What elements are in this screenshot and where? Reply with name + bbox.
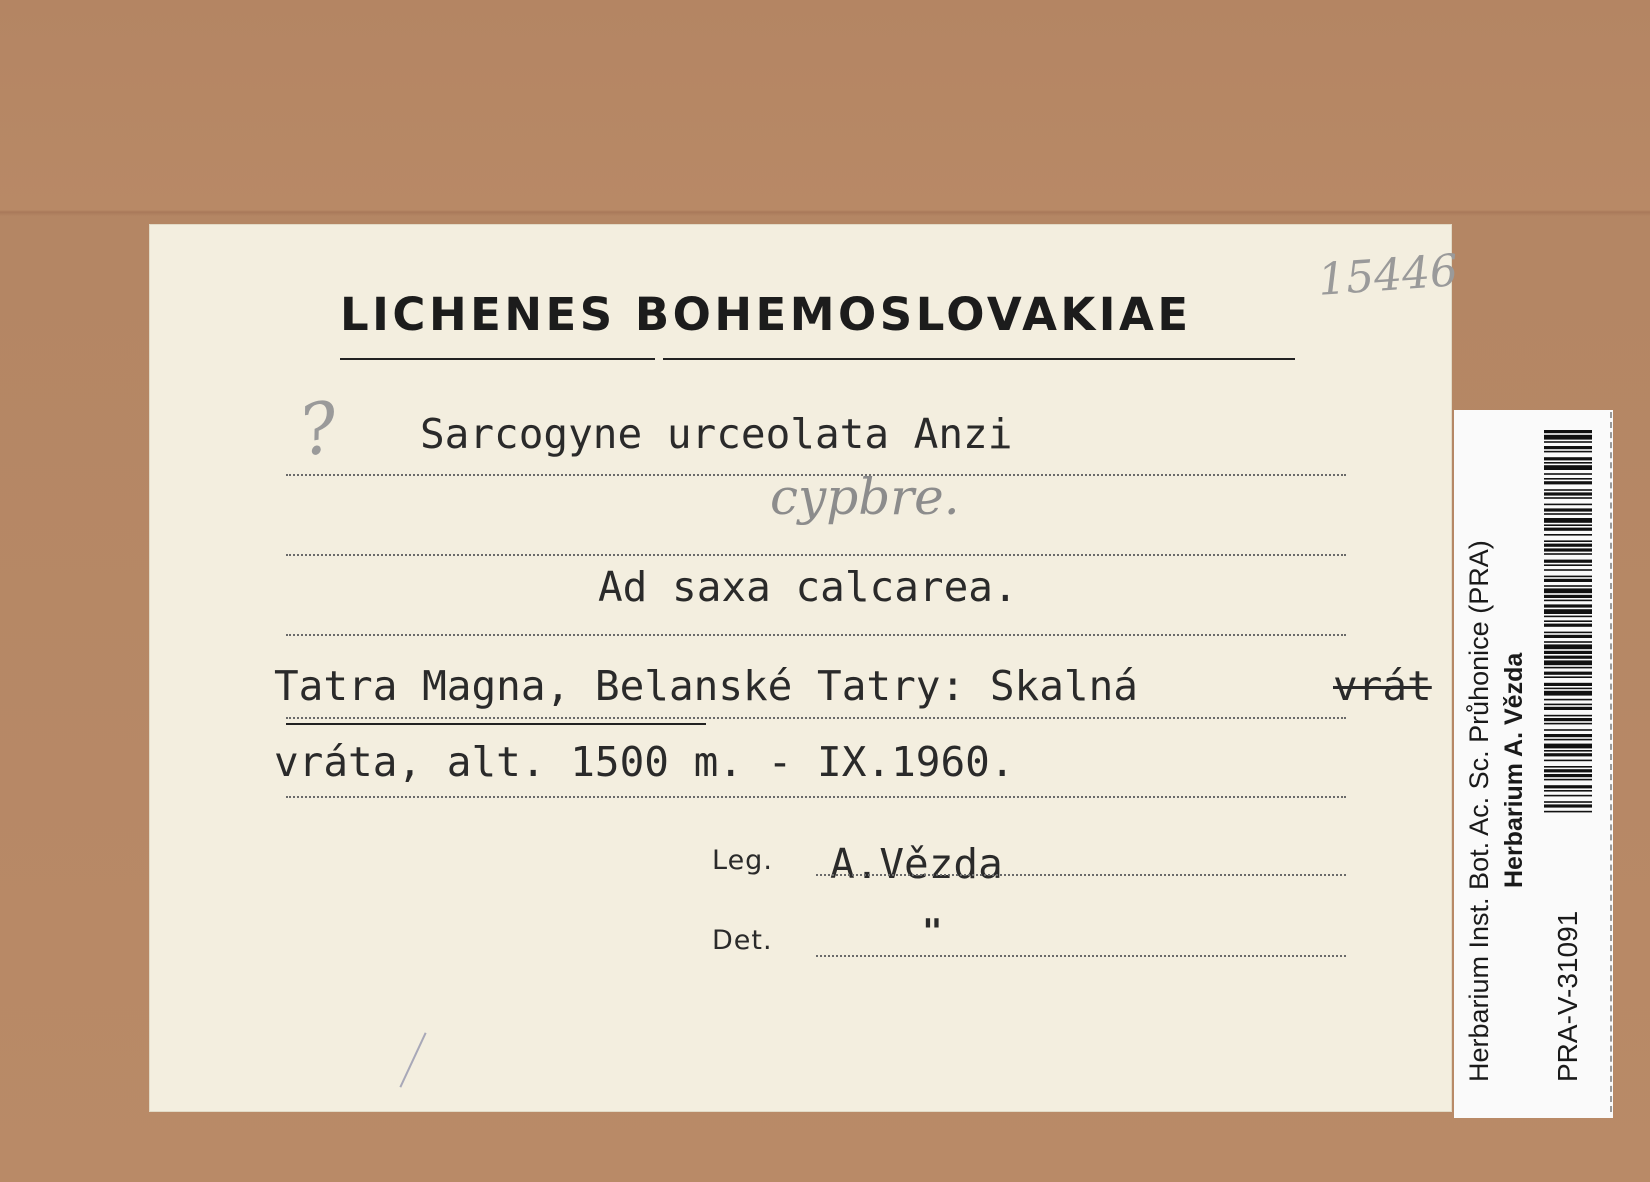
barcode-bar	[1544, 624, 1592, 627]
barcode-bar	[1544, 616, 1592, 618]
barcode-bar	[1544, 667, 1592, 669]
barcode-bar	[1544, 585, 1592, 587]
barcode-bar	[1544, 569, 1592, 571]
barcode-bar	[1544, 553, 1592, 555]
barcode-bar	[1544, 609, 1592, 614]
sticker-institution: Herbarium Inst. Bot. Ac. Sc. Průhonice (PRA)	[1464, 540, 1494, 1082]
barcode-bar	[1544, 769, 1592, 772]
barcode-bar	[1544, 604, 1592, 607]
barcode-bar	[1544, 465, 1592, 470]
barcode-bar	[1544, 715, 1592, 717]
barcode-bar	[1544, 435, 1592, 440]
barcode-bar	[1544, 739, 1592, 741]
barcode-bar	[1544, 718, 1592, 721]
barcode-bar	[1544, 811, 1592, 813]
barcode-bar	[1544, 683, 1592, 686]
barcode-bar	[1544, 492, 1592, 495]
barcode-bar	[1544, 641, 1592, 643]
barcode-bar	[1544, 804, 1592, 807]
barcode-bar	[1544, 801, 1592, 803]
barcode-bar	[1544, 481, 1592, 484]
barcode-bar	[1544, 576, 1592, 578]
sticker-specimen-id: PRA-V-31091	[1552, 910, 1583, 1082]
barcode-bar	[1544, 707, 1592, 710]
barcode-bar	[1544, 600, 1592, 602]
barcode-bar	[1544, 441, 1592, 443]
barcode-bar	[1544, 478, 1592, 480]
leg-label: Leg.	[712, 845, 773, 876]
question-mark: ?	[293, 385, 345, 473]
dotted-line-3	[286, 634, 1346, 636]
substrate: Ad saxa calcarea.	[598, 563, 1018, 611]
barcode-bar	[1544, 620, 1592, 622]
barcode-bar	[1544, 518, 1592, 523]
barcode-bar	[1544, 524, 1592, 526]
barcode-bar	[1544, 560, 1592, 563]
barcode-bar	[1544, 564, 1592, 566]
barcode-bar	[1544, 795, 1592, 797]
barcode-bar	[1544, 544, 1592, 547]
barcode-bar	[1544, 774, 1592, 777]
barcode-bar	[1544, 723, 1592, 725]
title-underline-right	[663, 358, 1295, 360]
title-underline-left	[340, 358, 655, 360]
label-title: LICHENES BOHEMOSLOVAKIAE	[340, 288, 1192, 341]
det-value: "	[922, 912, 943, 952]
barcode-bar	[1544, 753, 1592, 756]
dotted-line-4	[286, 717, 1346, 719]
barcode-bar	[1544, 632, 1592, 634]
barcode-bar	[1544, 734, 1592, 737]
barcode-bar	[1544, 451, 1592, 453]
leg-dotted-line	[816, 874, 1346, 876]
barcode-bar	[1544, 744, 1592, 749]
barcode-bar	[1544, 760, 1592, 762]
barcode-bar	[1544, 534, 1592, 536]
dotted-line-2	[286, 554, 1346, 556]
species-name: Sarcogyne urceolata Anzi	[420, 410, 1013, 458]
barcode-bar	[1544, 676, 1592, 678]
locality-struck-word: vrát	[1333, 662, 1432, 710]
leg-value: A.Vězda	[830, 840, 1003, 888]
barcode-bar	[1544, 508, 1592, 511]
barcode-bar	[1544, 766, 1592, 768]
barcode-bar	[1544, 489, 1592, 491]
dotted-line-5	[286, 796, 1346, 798]
handwritten-annotation: cypbre.	[770, 468, 960, 526]
barcode-bar	[1544, 688, 1592, 690]
barcode-bar	[1544, 540, 1592, 542]
barcode-bar	[1544, 779, 1592, 781]
sticker-edge	[1610, 412, 1612, 1112]
barcode-bar	[1544, 504, 1592, 506]
barcode-bar	[1544, 497, 1592, 499]
barcode-bar	[1544, 528, 1592, 531]
barcode-bar	[1544, 790, 1592, 792]
barcode-bar	[1544, 588, 1592, 593]
barcode-bar	[1544, 457, 1592, 460]
barcode-bar	[1544, 579, 1592, 582]
barcode-bar	[1544, 635, 1592, 638]
barcode-bar	[1544, 644, 1592, 649]
det-dotted-line	[816, 955, 1346, 957]
barcode-bar	[1544, 785, 1592, 788]
barcode-bar	[1544, 513, 1592, 515]
barcode-bar	[1544, 729, 1592, 731]
barcode-icon	[1544, 430, 1592, 813]
catalog-number: 15446	[1316, 245, 1460, 306]
barcode-bar	[1544, 595, 1592, 598]
barcode-bar	[1544, 446, 1592, 449]
barcode-bar	[1544, 699, 1592, 701]
barcode-bar	[1544, 548, 1592, 551]
locality-underline	[286, 723, 706, 725]
barcode-bar	[1544, 704, 1592, 706]
barcode-bar	[1544, 651, 1592, 654]
barcode-bar	[1544, 430, 1592, 433]
barcode-bar	[1544, 672, 1592, 675]
locality-line-2: vráta, alt. 1500 m. - IX.1960.	[274, 738, 1015, 786]
barcode-bar	[1544, 660, 1592, 665]
barcode-bar	[1544, 462, 1592, 464]
barcode-bar	[1544, 750, 1592, 752]
sticker-herbarium-name: Herbarium A. Vězda	[1500, 652, 1528, 888]
barcode-bar	[1544, 691, 1592, 696]
barcode-bar	[1544, 656, 1592, 659]
locality-line-1: Tatra Magna, Belanské Tatry: Skalná	[274, 662, 1138, 710]
barcode-bar	[1544, 473, 1592, 475]
det-label: Det.	[712, 925, 773, 956]
